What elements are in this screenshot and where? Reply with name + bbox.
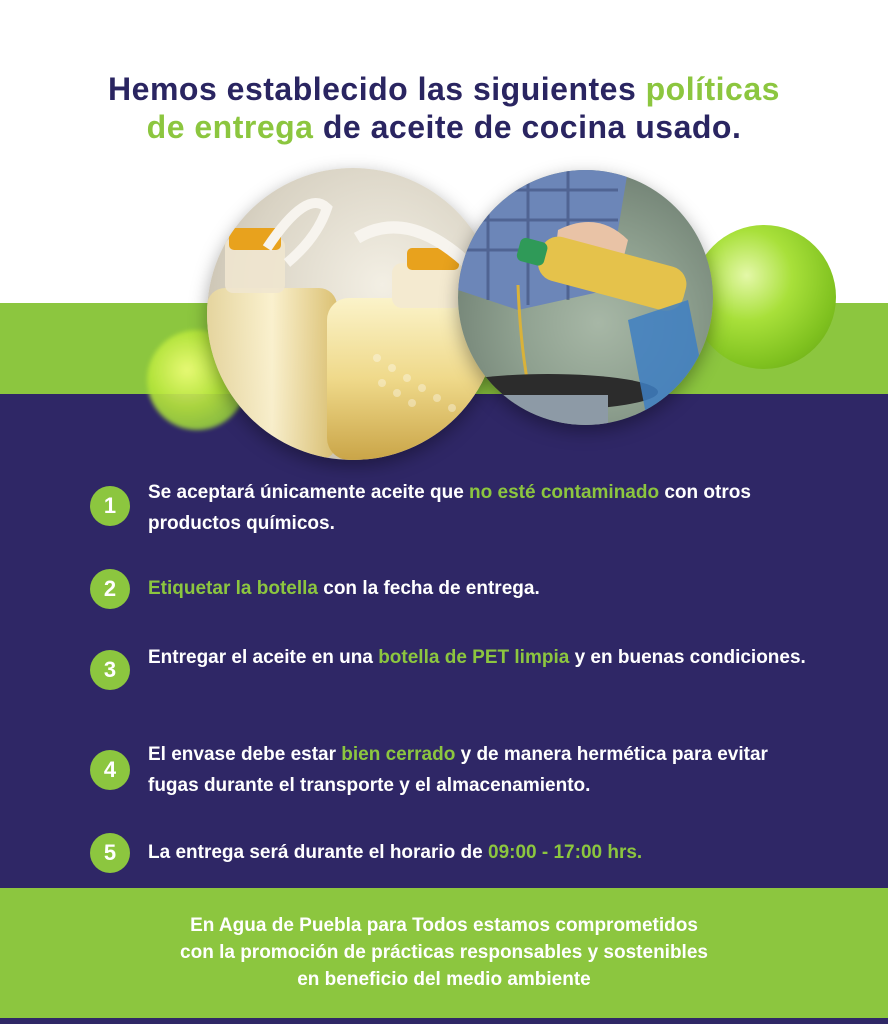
title-accent-politicas: políticas xyxy=(645,71,780,107)
footer-line-2: con la promoción de prácticas responsables y sostenibles xyxy=(180,942,708,963)
policy-text-highlight: botella de PET limpia xyxy=(378,647,570,668)
policy-number-badge: 3 xyxy=(90,650,130,690)
policy-text-before: El envase debe estar xyxy=(148,744,342,765)
title-text-part2: de aceite de cocina usado. xyxy=(313,109,742,145)
footer-bottom-strip xyxy=(0,1018,888,1024)
policy-number-badge: 4 xyxy=(90,750,130,790)
policy-text-highlight: bien cerrado xyxy=(341,744,456,765)
policy-text-after: con otros productos químicos. xyxy=(148,482,751,534)
policies-panel xyxy=(0,394,888,888)
policy-number-badge: 5 xyxy=(90,833,130,873)
page-title xyxy=(0,70,888,146)
policy-text-highlight: Etiquetar la botella xyxy=(148,578,318,599)
title-accent-entrega: de entrega xyxy=(146,109,314,145)
title-text-part1: Hemos establecido las siguientes xyxy=(108,71,646,107)
policy-text-before: Se aceptará únicamente aceite que xyxy=(148,482,470,503)
green-sphere-decoration xyxy=(692,225,836,369)
policy-text-before: La entrega será durante el horario de xyxy=(148,842,488,863)
policy-text xyxy=(148,642,808,673)
title-line-1 xyxy=(0,70,888,108)
title-line-2 xyxy=(0,108,888,146)
footer-message xyxy=(84,912,804,993)
policy-text xyxy=(148,573,808,604)
policy-text xyxy=(148,477,808,539)
policy-text-after: con la fecha de entrega. xyxy=(317,578,540,599)
footer-line-1: En Agua de Puebla para Todos estamos comprometidos xyxy=(190,915,698,936)
footer-line-3: en beneficio del medio ambiente xyxy=(297,969,591,990)
pouring-oil-photo xyxy=(458,170,713,425)
policy-text-before: Entregar el aceite en una xyxy=(148,647,379,668)
policy-number-badge: 1 xyxy=(90,486,130,526)
policy-text-highlight: 09:00 - 17:00 hrs. xyxy=(488,842,643,863)
policy-number-badge: 2 xyxy=(90,569,130,609)
policy-text xyxy=(148,739,808,801)
policy-text-after: y en buenas condiciones. xyxy=(569,647,806,668)
policy-text xyxy=(148,837,808,868)
oil-bottles-photo xyxy=(207,168,499,460)
policy-text-after: y de manera hermética para evitar fugas durante el transporte y el almacenamiento. xyxy=(148,744,768,796)
policy-text-highlight: no esté contaminado xyxy=(469,482,660,503)
